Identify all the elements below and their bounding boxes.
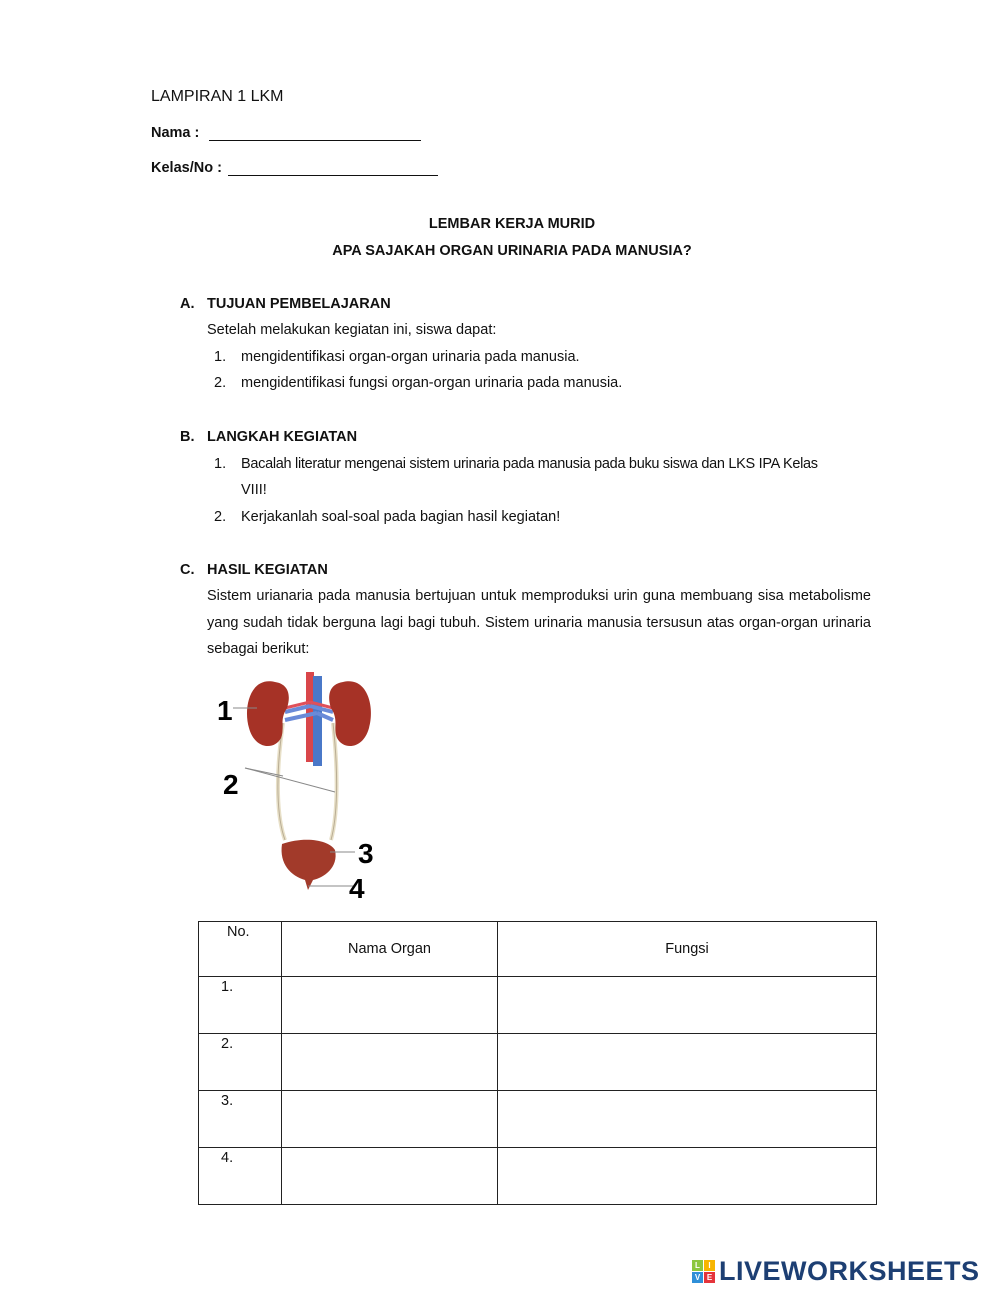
list-number: 1.: [214, 456, 227, 472]
logo-text: LIVEWORKSHEETS: [719, 1256, 980, 1286]
figure-label-3: 3: [358, 838, 374, 869]
section-a-heading: TUJUAN PEMBELAJARAN: [207, 296, 391, 312]
organ-function-table: [198, 921, 877, 1205]
header-no: No.: [199, 922, 282, 977]
name-label: Nama :: [151, 125, 200, 141]
list-item: mengidentifikasi fungsi organ-organ urinaria pada manusia.: [241, 375, 623, 391]
row-number: 3.: [199, 1091, 282, 1148]
list-item: mengidentifikasi organ-organ urinaria pada manusia.: [241, 349, 580, 365]
list-item: Kerjakanlah soal-soal pada bagian hasil kegiatan!: [241, 509, 561, 525]
section-a-intro: Setelah melakukan kegiatan ini, siswa dapat:: [207, 322, 497, 338]
class-label: Kelas/No :: [151, 160, 222, 176]
function-cell[interactable]: [498, 1091, 877, 1148]
row-number: 1.: [199, 977, 282, 1034]
live-blocks-icon: L I V E: [692, 1260, 715, 1283]
title-line2: APA SAJAKAH ORGAN URINARIA PADA MANUSIA?: [332, 243, 692, 259]
function-cell[interactable]: [498, 1148, 877, 1205]
figure-label-4: 4: [349, 873, 365, 904]
organ-name-cell[interactable]: [282, 1034, 498, 1091]
table-row: [199, 977, 877, 1034]
section-c-heading: HASIL KEGIATAN: [207, 562, 328, 578]
table-header-row: [199, 922, 877, 977]
name-field: [151, 125, 421, 141]
table-row: [199, 1148, 877, 1205]
header-function: Fungsi: [498, 922, 877, 977]
list-number: 2.: [214, 375, 227, 391]
list-number: 2.: [214, 509, 227, 525]
section-b-heading: LANGKAH KEGIATAN: [207, 429, 358, 445]
table-row: [199, 1091, 877, 1148]
class-input-line[interactable]: [228, 161, 438, 176]
liveworksheets-logo: [692, 1256, 980, 1287]
list-number: 1.: [214, 349, 227, 365]
title-line1: LEMBAR KERJA MURID: [428, 216, 596, 232]
list-item-continuation: VIII!: [241, 482, 267, 498]
bladder: [282, 840, 336, 890]
vena-cava: [313, 676, 322, 766]
organ-name-cell[interactable]: [282, 1091, 498, 1148]
table-row: [199, 1034, 877, 1091]
section-c-paragraph: Sistem urianaria pada manusia bertujuan untuk memproduksi urin guna membuang sisa metabolisme yang sudah tidak berguna lagi bagi tubuh. Sistem urinaria manusia tersusun atas organ-organ urinaria sebagai berikut:: [207, 588, 871, 657]
urinary-system-illustration: [205, 668, 395, 904]
section-a-letter: A.: [180, 296, 195, 312]
organ-name-cell[interactable]: [282, 1148, 498, 1205]
organ-name-cell[interactable]: [282, 977, 498, 1034]
function-cell[interactable]: [498, 1034, 877, 1091]
header-organ-name: Nama Organ: [282, 922, 498, 977]
row-number: 4.: [199, 1148, 282, 1205]
figure-label-2: 2: [223, 769, 239, 800]
section-b-letter: B.: [180, 429, 195, 445]
function-cell[interactable]: [498, 977, 877, 1034]
name-input-line[interactable]: [209, 126, 421, 141]
list-item: Bacalah literatur mengenai sistem urinaria pada manusia pada buku siswa dan LKS IPA Kelas: [241, 456, 818, 472]
appendix-label: LAMPIRAN 1 LKM: [151, 88, 284, 105]
class-field: [151, 160, 438, 176]
figure-label-1: 1: [217, 695, 233, 726]
row-number: 2.: [199, 1034, 282, 1091]
section-c-letter: C.: [180, 562, 195, 578]
